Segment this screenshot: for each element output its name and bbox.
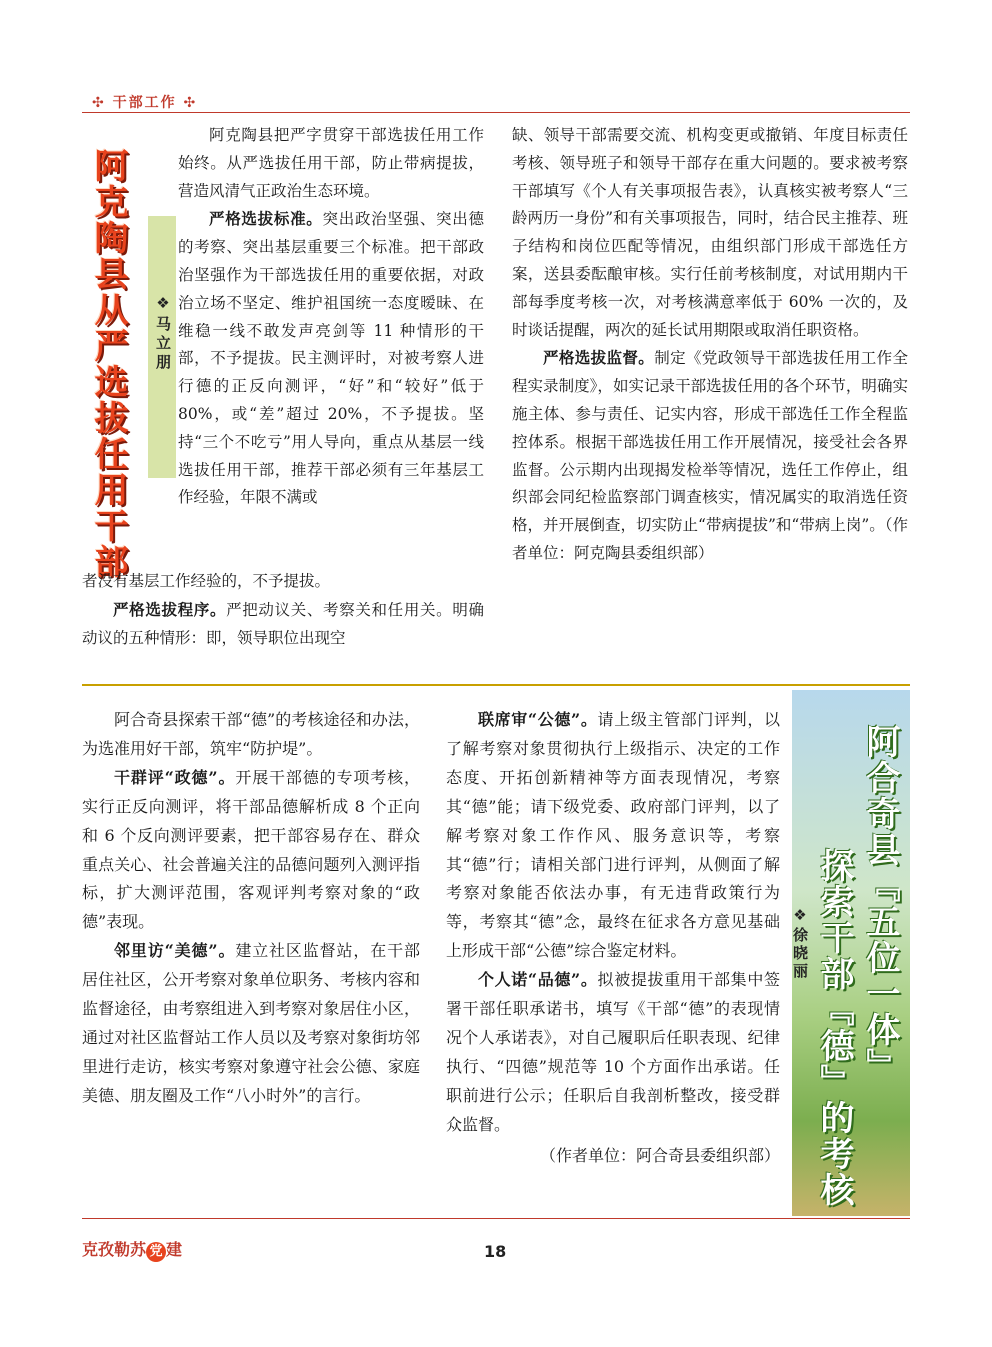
footer-rule (82, 1218, 910, 1219)
subheading: 干群评“政德”。 (114, 767, 236, 787)
subheading: 个人诺“品德”。 (478, 970, 598, 990)
article-divider (82, 684, 910, 686)
article1-title: 阿克陶县从严选拔任用干部 (88, 148, 128, 580)
section-header: ✣ 干部工作 ✣ (92, 95, 198, 111)
paragraph: 严格选拔标准。突出政治坚强、突出德的考察、突出基层重要三个标准。把干部政治坚强作为干部选拔任用的重要依据，对政治立场不坚定、维护祖国统一态度暧昧、在维稳一线不敢发声亮剑等 11 种情形的干部，不予提拔。民主测评时，对被考察人进行德的正反向测评，“好”和“较好”低于 80%，或“差”超过 20%，不予提拔。坚持“三个不吃亏”用人导向，重点从基层一线选拔任用干部，推荐干部必须有三年基层工作经验，年限不满或 (178, 209, 484, 507)
paragraph: 个人诺“品德”。拟被提拔重用干部集中签署干部任职承诺书，填写《干部“德”的表现情况个人承诺表》，对自己履职后任职表现、纪律执行、“四德”规范等 10 个方面作出承诺。任职前进行公示；任职后自我剖析整改，接受群众监督。 (446, 970, 780, 1134)
magazine-logo: 克孜勒苏 党 建 (82, 1237, 182, 1262)
subheading: 严格选拔标准。 (209, 209, 323, 229)
author-note: （作者单位：阿合奇县委组织部） (539, 1145, 780, 1165)
article2-column-1 (82, 706, 420, 1111)
paragraph: 严格选拔监督。制定《党政领导干部选拔任用工作全程实录制度》，如实记录干部选拔任用的各个环节，明确实施主体、参与责任、记实内容，形成干部选任工作全程监控体系。根据干部选拔任用工作开展情况，接受社会各界监督。公示期内出现揭发检举等情况，选任工作停止，组织部会同纪检监察部门调查核实，情况属实的取消选任资格，并开展倒查，切实防止“带病提拔”和“带病上岗”。（作者单位：阿克陶县委组织部） (512, 348, 908, 562)
dang-badge: 党 (146, 1242, 166, 1262)
page-number: 18 (484, 1242, 507, 1261)
article1-byline: ❖马立朋 (154, 294, 172, 373)
paragraph: 阿合奇县探索干部“德”的考核途径和办法，为选准用好干部，筑牢“防护堤”。 (82, 710, 420, 758)
subheading: 邻里访“美德”。 (114, 941, 236, 961)
paragraph: 邻里访“美德”。建立社区监督站，在干部居住社区，公开考察对象单位职务、考核内容和监督途径，由考察组进入到考察对象居住小区，通过对社区监督站工作人员以及考察对象街坊邻里进行走访，核实考察对象遵守社会公德、家庭美德、朋友圈及工作“八小时外”的言行。 (82, 941, 420, 1105)
header-rule (82, 112, 910, 113)
article1-column-1 (178, 122, 484, 512)
paragraph: 者没有基层工作经验的，不予提拔。 (82, 572, 331, 590)
paragraph: 严格选拔程序。严把动议关、考察关和任用关。明确动议的五种情形：即，领导职位出现空 (82, 599, 484, 647)
subheading: 联席审“公德”。 (478, 710, 598, 729)
paragraph: 缺、领导干部需要交流、机构变更或撤销、年度目标责任考核、领导班子和领导干部存在重大问题的。要求被考察干部填写《个人有关事项报告表》，认真核实被考察人“三龄两历一身份”和有关事项报告，同时，结合民主推荐、班子结构和岗位匹配等情况，由组织部门形成干部选任方案，送县委酝酿审核。实行任前考核制度，对试用期内干部每季度考核一次，对考核满意率低于 60% 一次的，及时谈话提醒，两次的延长试用期限或取消任职资格。 (512, 126, 908, 339)
paragraph: 联席审“公德”。请上级主管部门评判，以了解考察对象贯彻执行上级指示、决定的工作态度、开拓创新精神等方面表现情况，考察其“德”能；请下级党委、政府部门评判，以了解考察对象工作作风、服务意识等，考察其“德”行；请相关部门进行评判，从侧面了解考察对象能否依法办事，有无违背政策行为等，考察其“德”念，最终在征求各方意见基础上形成干部“公德”综合鉴定材料。 (446, 710, 780, 961)
subheading: 严格选拔监督。 (543, 348, 655, 368)
article2-title-line2: 探索干部『德』的考核 (814, 848, 854, 1208)
article2-byline: ❖徐晓丽 (791, 906, 809, 981)
article1-byline-box (148, 216, 176, 478)
article1-column-1-wide (82, 568, 484, 652)
article1-column-2 (512, 122, 908, 568)
subheading: 严格选拔程序。 (113, 599, 227, 619)
paragraph: 阿克陶县把严字贯穿干部选拔任用工作始终。从严选拔任用干部，防止带病提拔，营造风清气正政治生态环境。 (178, 126, 484, 200)
article2-column-2 (446, 706, 780, 1171)
article2-title-line1: 阿合奇县『五位一体』 (860, 724, 900, 1084)
paragraph: 干群评“政德”。开展干部德的专项考核，实行正反向测评，将干部品德解析成 8 个正向和 6 个反向测评要素，把干部容易存在、群众重点关心、社会普遍关注的品德问题列入测评指标，扩大测评范围，客观评判考察对象的“政德”表现。 (82, 767, 420, 932)
